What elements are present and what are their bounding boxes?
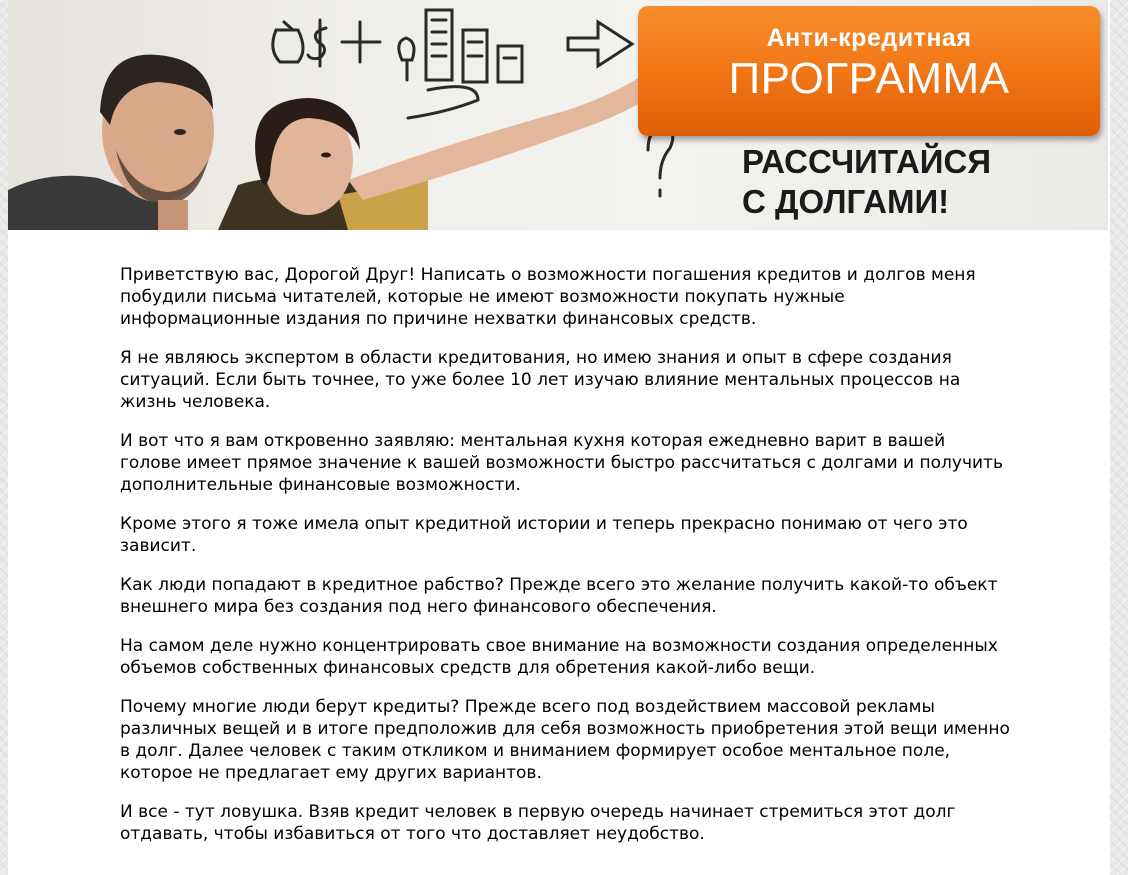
man-figure — [8, 55, 214, 230]
article-paragraph: Приветствую вас, Дорогой Друг! Написать о возможности погашения кредитов и долгов меня побудили письма читателей, которые не имеют возможности покупать нужные информационные издания по причине нехватки финансовых средств. — [120, 265, 976, 329]
promo-badge-subtitle: ПРОГРАММА — [728, 54, 1010, 103]
page-container — [8, 0, 1110, 875]
slogan-line-1: РАССЧИТАЙСЯ — [742, 143, 992, 180]
article-paragraph: И вот что я вам откровенно заявляю: ментальная кухня которая ежедневно варит в вашей голове имеет прямое значение к вашей возможности быстро рассчитаться с долгами и получить дополнительные финансовые возможности. — [120, 431, 1003, 495]
promo-badge-title: Анти-кредитная — [766, 24, 972, 52]
article-paragraph: На самом деле нужно концентрировать свое внимание на возможности создания определенных объемов собственных финансовых средств для обретения какой-либо вещи. — [120, 636, 998, 678]
promo-badge — [638, 6, 1100, 136]
header-banner — [8, 0, 1108, 230]
article-paragraph: И все - тут ловушка. Взяв кредит человек в первую очередь начинает стремиться этот долг отдавать, чтобы избавиться от того что доставляет неудобство. — [120, 802, 956, 844]
article-paragraph: Как люди попадают в кредитное рабство? Прежде всего это желание получить какой-то объект внешнего мира без создания под него финансового обеспечения. — [120, 575, 998, 617]
article-body — [120, 264, 1010, 862]
article-paragraph: Кроме этого я тоже имела опыт кредитной истории и теперь прекрасно понимаю от чего это зависит. — [120, 514, 968, 556]
slogan-line-2: С ДОЛГАМИ! — [742, 183, 950, 220]
article-paragraph: Почему многие люди берут кредиты? Прежде всего под воздействием массовой рекламы различных вещей и в итоге предположив для себя возможность приобретения этой вещи именно в долг. Далее человек с таким откликом и вниманием формирует особое ментальное поле, которое не предлагает ему других вариантов. — [120, 697, 1010, 783]
article-paragraph: Я не являюсь экспертом в области кредитования, но имею знания и опыт в сфере создания ситуаций. Если быть точнее, то уже более 10 лет изучаю влияние ментальных процессов на жизнь человека. — [120, 348, 961, 412]
banner-slogan — [742, 142, 991, 222]
